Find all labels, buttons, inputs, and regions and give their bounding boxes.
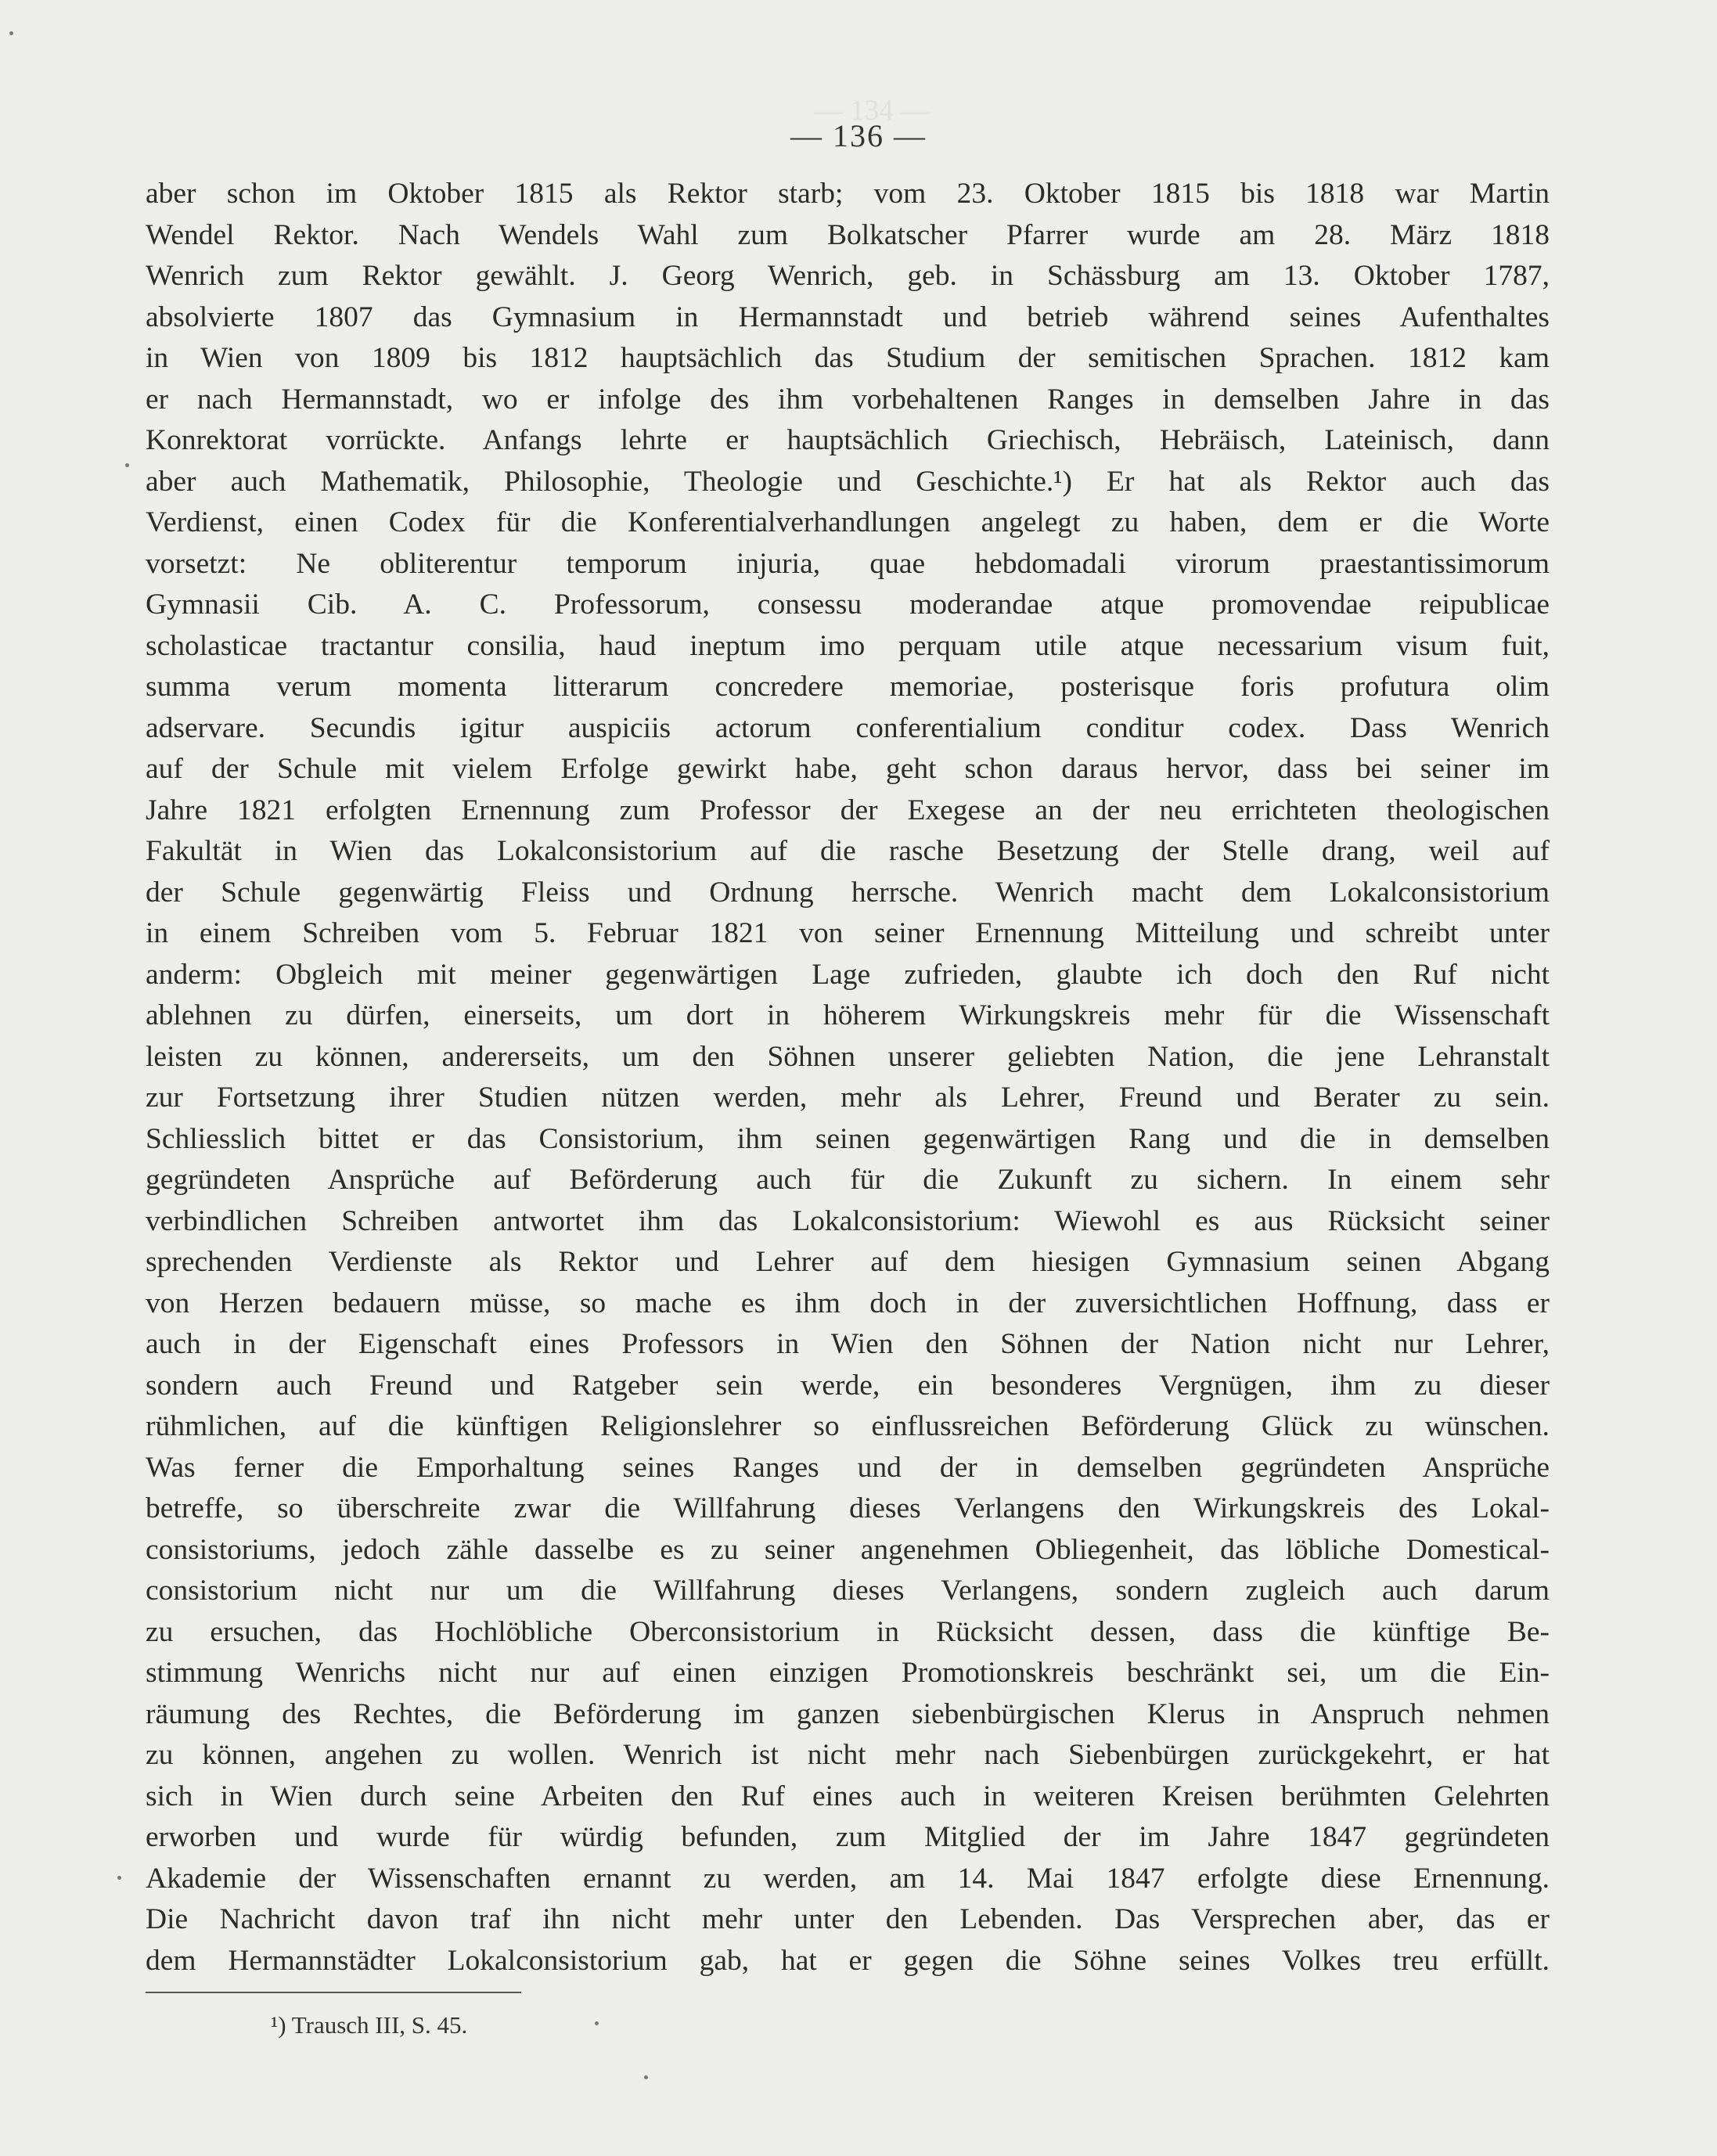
text-line: räumung des Rechtes, die Beförderung im ganzen siebenbürgischen Klerus in Anspruch nehmen: [146, 1697, 1550, 1730]
text-line: Schliesslich bittet er das Consistorium, ihm seinen gegenwärtigen Rang und die in demselben: [146, 1122, 1550, 1155]
text-line: sondern auch Freund und Ratgeber sein werde, ein besonderes Vergnügen, ihm zu dieser: [146, 1369, 1550, 1402]
text-line: von Herzen bedauern müsse, so mache es ihm doch in der zuversichtlichen Hoffnung, dass er: [146, 1287, 1550, 1319]
text-line: Jahre 1821 erfolgten Ernennung zum Professor der Exegese an der neu errichteten theologischen: [146, 794, 1550, 826]
text-line: Verdienst, einen Codex für die Konferentialverhandlungen angelegt zu haben, dem er die Worte: [146, 506, 1550, 538]
text-line: Akademie der Wissenschaften ernannt zu werden, am 14. Mai 1847 erfolgte diese Ernennung.: [146, 1862, 1550, 1895]
text-line: er nach Hermannstadt, wo er infolge des ihm vorbehaltenen Ranges in demselben Jahre in das: [146, 383, 1550, 416]
scan-speck: [117, 1876, 121, 1880]
text-line: consistorium nicht nur um die Willfahrung dieses Verlangens, sondern zugleich auch darum: [146, 1575, 1550, 1607]
text-line: stimmung Wenrichs nicht nur auf einen einzigen Promotionskreis beschränkt sei, um die Ein-: [146, 1657, 1550, 1689]
text-line: zu ersuchen, das Hochlöbliche Oberconsistorium in Rücksicht dessen, dass die künftige Be-: [146, 1615, 1550, 1648]
text-line: dem Hermannstädter Lokalconsistorium gab, hat er gegen die Söhne seines Volkes treu erfüllt.: [146, 1944, 1550, 1977]
text-line: summa verum momenta litterarum concredere memoriae, posterisque foris profutura olim: [146, 671, 1550, 703]
scan-speck: [9, 31, 13, 35]
body-text: [146, 174, 1550, 1981]
text-line: zur Fortsetzung ihrer Studien nützen werden, mehr als Lehrer, Freund und Berater zu sein.: [146, 1082, 1550, 1114]
text-line: adservare. Secundis igitur auspiciis actorum conferentialium conditur codex. Dass Wenrich: [146, 711, 1550, 744]
text-line: Was ferner die Emporhaltung seines Ranges und der in demselben gegründeten Ansprüche: [146, 1451, 1550, 1484]
text-line: Wenrich zum Rektor gewählt. J. Georg Wenrich, geb. in Schässburg am 13. Oktober 1787,: [146, 260, 1550, 292]
text-line: erworben und wurde für würdig befunden, zum Mitglied der im Jahre 1847 gegründeten: [146, 1821, 1550, 1853]
scan-speck: [644, 2075, 648, 2079]
scan-speck: [595, 2021, 599, 2025]
text-line: auch in der Eigenschaft eines Professors in Wien den Söhnen der Nation nicht nur Lehrer,: [146, 1328, 1550, 1360]
text-line: absolvierte 1807 das Gymnasium in Hermannstadt und betrieb während seines Aufenthaltes: [146, 301, 1550, 333]
page-number: — 136 —: [790, 118, 927, 153]
text-line: aber auch Mathematik, Philosophie, Theologie und Geschichte.¹) Er hat als Rektor auch das: [146, 465, 1550, 498]
text-line: rühmlichen, auf die künftigen Religionslehrer so einflussreichen Beförderung Glück zu wünschen.: [146, 1410, 1550, 1442]
text-line: auf der Schule mit vielem Erfolge gewirkt habe, geht schon daraus hervor, dass bei seiner im: [146, 753, 1550, 785]
text-line: zu können, angehen zu wollen. Wenrich ist nicht mehr nach Siebenbürgen zurückgekehrt, er hat: [146, 1739, 1550, 1771]
text-line: in Wien von 1809 bis 1812 hauptsächlich das Studium der semitischen Sprachen. 1812 kam: [146, 342, 1550, 374]
text-line: Gymnasii Cib. A. C. Professorum, consessu moderandae atque promovendae reipublicae: [146, 588, 1550, 621]
text-line: sprechenden Verdienste als Rektor und Lehrer auf dem hiesigen Gymnasium seinen Abgang: [146, 1246, 1550, 1278]
text-line: gegründeten Ansprüche auf Beförderung auch für die Zukunft zu sichern. In einem sehr: [146, 1164, 1550, 1196]
bleed-through-shadow: — 134 —: [814, 95, 930, 127]
text-line: Wendel Rektor. Nach Wendels Wahl zum Bolkatscher Pfarrer wurde am 28. März 1818: [146, 218, 1550, 251]
scan-speck: [125, 463, 129, 467]
text-line: ablehnen zu dürfen, einerseits, um dort in höherem Wirkungskreis mehr für die Wissenschaft: [146, 999, 1550, 1031]
text-line: in einem Schreiben vom 5. Februar 1821 von seiner Ernennung Mitteilung und schreibt unter: [146, 917, 1550, 949]
footnote-divider: [146, 1992, 521, 1993]
footnote: ¹) Trausch III, S. 45.: [271, 2011, 468, 2039]
text-line: Konrektorat vorrückte. Anfangs lehrte er hauptsächlich Griechisch, Hebräisch, Lateinisch, dann: [146, 424, 1550, 456]
text-line: der Schule gegenwärtig Fleiss und Ordnung herrsche. Wenrich macht dem Lokalconsistorium: [146, 876, 1550, 909]
text-line: Die Nachricht davon traf ihn nicht mehr unter den Lebenden. Das Versprechen aber, das er: [146, 1903, 1550, 1935]
text-line: scholasticae tractantur consilia, haud ineptum imo perquam utile atque necessarium visum fuit,: [146, 629, 1550, 662]
text-line: verbindlichen Schreiben antwortet ihm das Lokalconsistorium: Wiewohl es aus Rücksicht seiner: [146, 1204, 1550, 1237]
text-line: betreffe, so überschreite zwar die Willfahrung dieses Verlangens den Wirkungskreis des Lokal-: [146, 1492, 1550, 1524]
text-line: vorsetzt: Ne obliterentur temporum injuria, quae hebdomadali virorum praestantissimorum: [146, 547, 1550, 580]
text-line: anderm: Obgleich mit meiner gegenwärtigen Lage zufrieden, glaubte ich doch den Ruf nicht: [146, 958, 1550, 991]
text-line: Fakultät in Wien das Lokalconsistorium auf die rasche Besetzung der Stelle drang, weil auf: [146, 835, 1550, 867]
text-line: consistoriums, jedoch zähle dasselbe es zu seiner angenehmen Obliegenheit, das löbliche Domestical-: [146, 1533, 1550, 1566]
text-line: leisten zu können, andererseits, um den Söhnen unserer geliebten Nation, die jene Lehranstalt: [146, 1040, 1550, 1073]
text-line: sich in Wien durch seine Arbeiten den Ruf eines auch in weiteren Kreisen berühmten Gelehrten: [146, 1780, 1550, 1812]
text-line: aber schon im Oktober 1815 als Rektor starb; vom 23. Oktober 1815 bis 1818 war Martin: [146, 178, 1550, 210]
